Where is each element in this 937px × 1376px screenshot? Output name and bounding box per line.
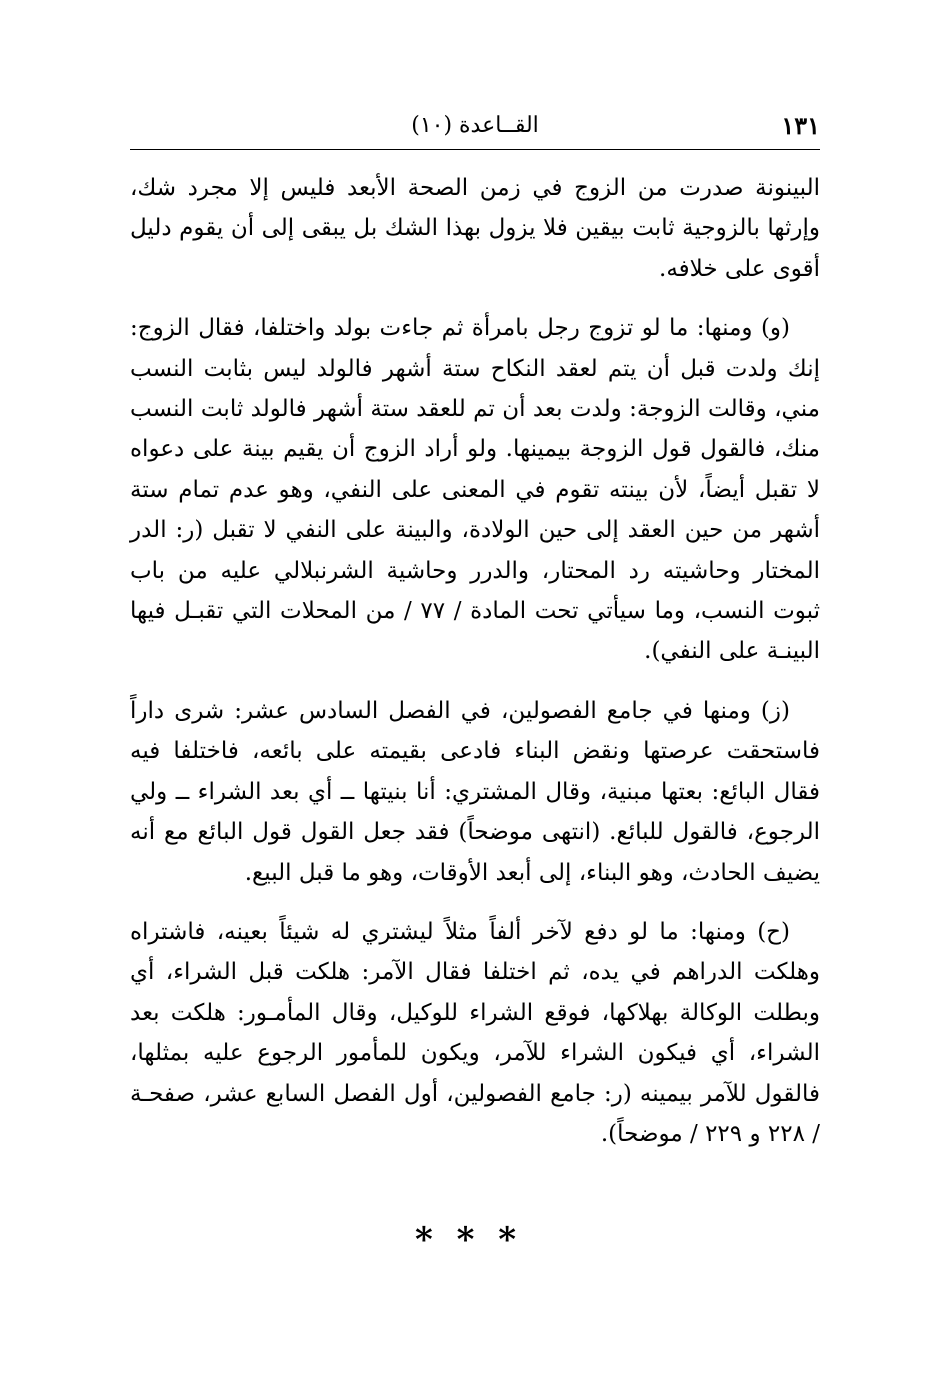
page-number: ١٣١: [781, 111, 820, 140]
paragraph-ha: (ح) ومنها: ما لو دفع لآخر ألفاً مثلاً ليشتري له شيئاً بعينه، فاشتراه وهلكت الدراهم في يده، ثم اختلفا فقال الآمر: هلكت قبل الشراء، أي وبطلت الوكالة بهلاكها، فوقع الشراء للوكيل، وقال المأمـور: هلكت بعد الشراء، أي فيكون الشراء للآمر، ويكون للمأمور الرجوع عليه بمثلها، فالقول للآمر بيمينه (ر: جامع الفصولين، أول الفصل السابع عشر، صفحـة / ٢٢٨ و ٢٢٩ / موضحاً).: [130, 918, 820, 1147]
page-header: [130, 108, 820, 148]
header-divider: [130, 149, 820, 150]
running-title: القــاعدة (١٠): [411, 113, 539, 138]
paragraph-zay: (ز) ومنها في جامع الفصولين، في الفصل السادس عشر: شرى داراً فاستحقت عرصتها ونقض البناء فادعى بقيمته على بائعه، فاختلفا فيه فقال البائع: بعتها مبنية، وقال المشتري: أنا بنيتها ــ أي بعد الشراء ــ ولي الرجوع، فالقول للبائع. (انتهى موضحاً) فقد جعل القول قول البائع مع أنه يضيف الحادث، وهو البناء، إلى أبعد الأوقات، وهو ما قبل البيع.: [130, 697, 820, 886]
paragraph-waw: (و) ومنها: ما لو تزوج رجل بامرأة ثم جاءت بولد واختلفا، فقال الزوج: إنك ولدت قبل أن يتم لعقد النكاح ستة أشهر فالولد ليس بثابت النسب مني، وقالت الزوجة: ولدت بعد أن تم للعقد ستة أشهر فالولد ثابت النسب منك، فالقول قول الزوجة بيمينها. ولو أراد الزوج أن يقيم بينة على دعواه لا تقبل أيضاً، لأن بينته تقوم في المعنى على النفي، وهو عدم تمام ستة أشهر من حين العقد إلى حين الولادة، والبينة على النفي لا تقبل (ر: الدر المختار وحاشيته رد المحتار، والدرر وحاشية الشرنبلالي عليه من باب ثبوت النسب، وما سيأتي تحت المادة / ٧٧ / من المحلات التي تقبـل فيها البينـة على النفي).: [130, 315, 820, 665]
body-text: [130, 168, 820, 1173]
section-end-ornament: * * *: [414, 1220, 522, 1260]
paragraph-continuation: البينونة صدرت من الزوج في زمن الصحة الأبعد فليس إلا مجرد شك، وإرثها بالزوجية ثابت بيقين فلا يزول بهذا الشك بل يبقى إلى أن يقوم دليل أقوى على خلافه.: [130, 175, 820, 282]
